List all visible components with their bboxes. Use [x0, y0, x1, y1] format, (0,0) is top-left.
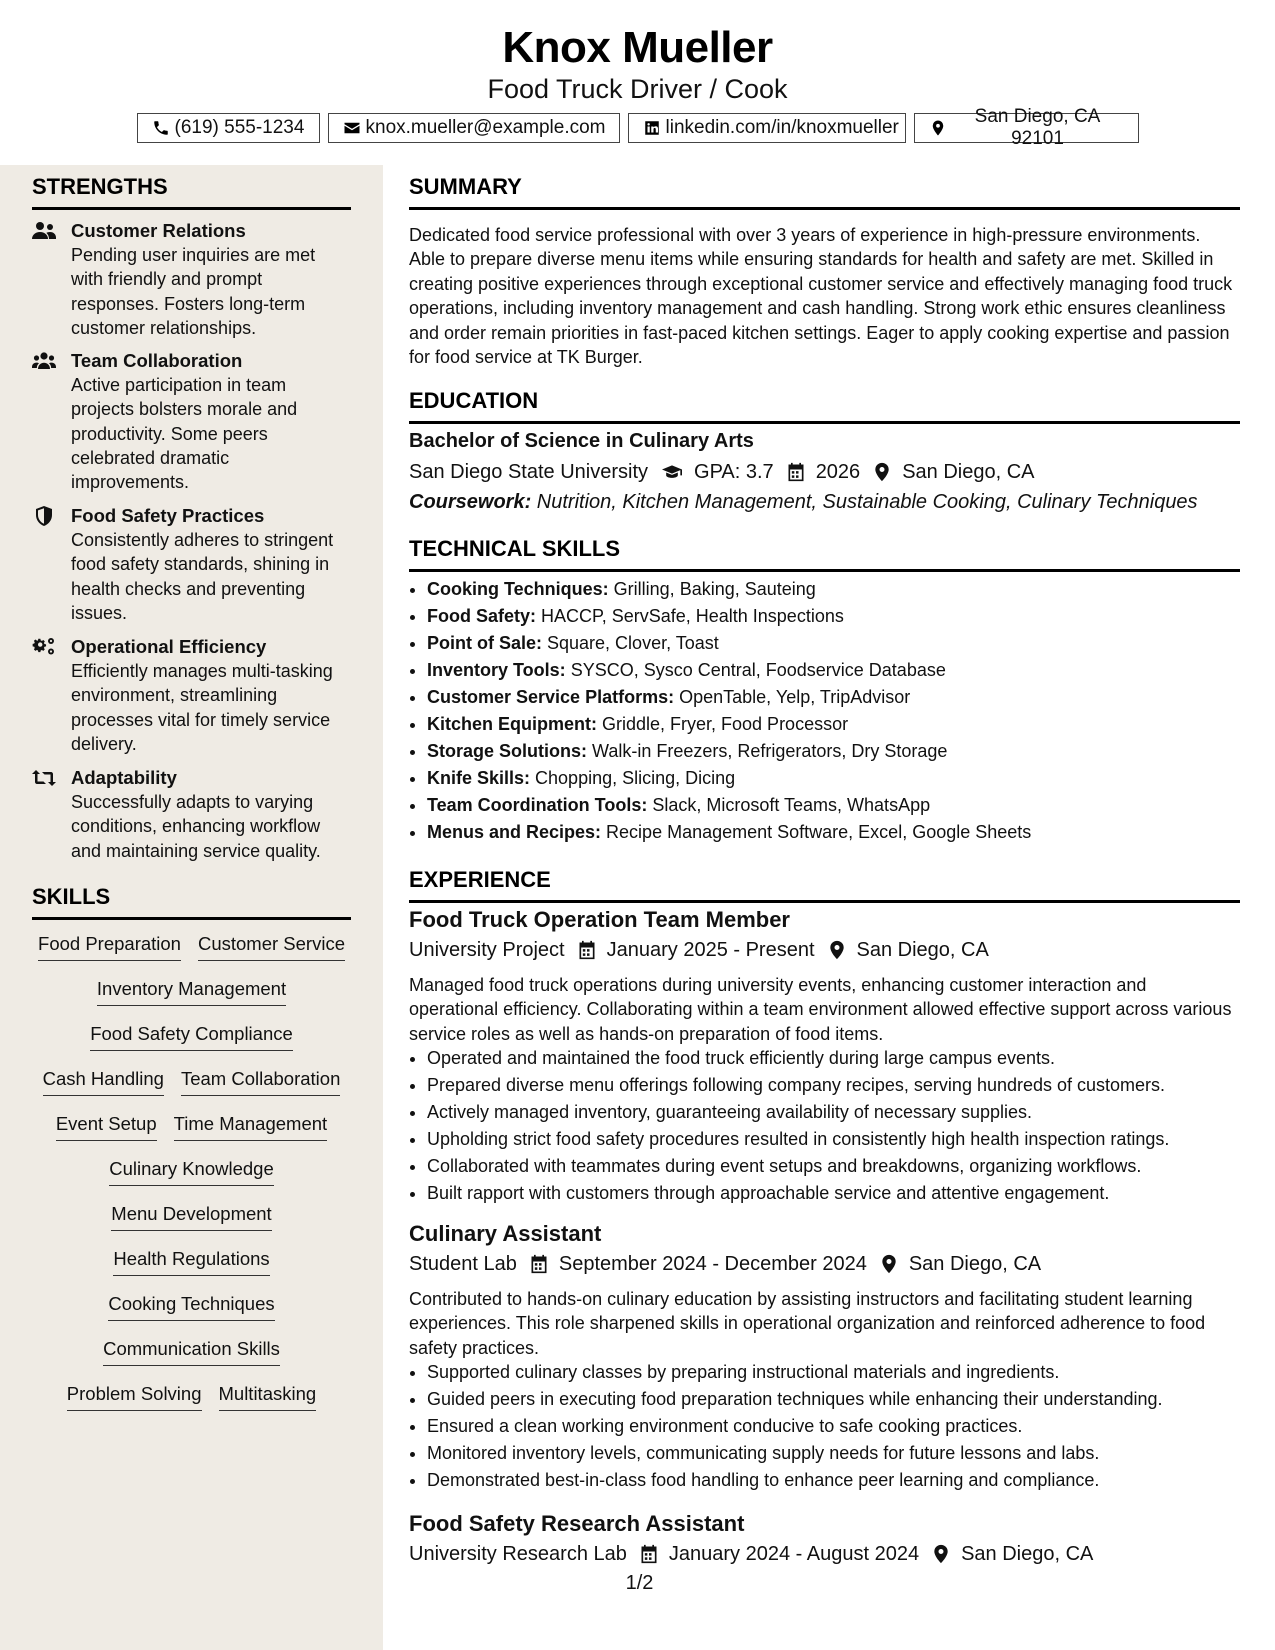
strength-item [32, 504, 352, 625]
job-meta [409, 1251, 1041, 1277]
summary-heading: SUMMARY [409, 173, 1240, 210]
skill-row [32, 1111, 351, 1141]
phone-text: (619) 555-1234 [174, 117, 305, 138]
gpa-text: GPA: 3.7 [694, 461, 774, 483]
skill-row [32, 1156, 351, 1186]
strength-item [32, 349, 352, 494]
degree-title: Bachelor of Science in Culinary Arts [409, 430, 754, 452]
resume-header [0, 0, 1275, 165]
job-bullets [409, 1359, 1258, 1494]
skills-heading: SKILLS [32, 883, 351, 920]
job-location: San Diego, CA [908, 1253, 1042, 1275]
main-column [409, 165, 1240, 1605]
skill-tag: Customer Service [198, 931, 345, 961]
job-organization: Student Lab [409, 1253, 517, 1275]
list-item: • Guided peers in executing food preparation techniques while enhancing their understanding. [427, 1386, 1258, 1413]
calendar-icon [529, 1254, 549, 1274]
users-icon [32, 221, 56, 241]
strength-description: Consistently adheres to stringent food safety standards, shining in health checks and preventing issues. [71, 530, 334, 623]
coursework [409, 489, 1198, 515]
list-item: • Menus and Recipes: Recipe Management Software, Excel, Google Sheets [427, 819, 1258, 846]
job-organization: University Project [409, 939, 565, 961]
list-item: • Team Coordination Tools: Slack, Microsoft Teams, WhatsApp [427, 792, 1258, 819]
graduation-cap-icon [660, 462, 684, 482]
job-description: Contributed to hands-on culinary education by assisting instructors and facilitating student learning experiences. This role sharpened skills in operational organization and reinforced adherence to food safety practices. [409, 1289, 1206, 1358]
skill-tag: Communication Skills [103, 1336, 280, 1366]
contact-phone[interactable] [137, 113, 320, 143]
education-meta [409, 459, 1034, 485]
skill-row [32, 1291, 351, 1321]
skill-row [32, 1246, 351, 1276]
technical-skills-list [409, 576, 1258, 846]
strength-title: Team Collaboration [71, 350, 243, 371]
skill-tag: Problem Solving [67, 1381, 202, 1411]
contact-bar [0, 106, 1275, 149]
strength-item [32, 219, 352, 340]
experience-heading: EXPERIENCE [409, 866, 1240, 903]
skill-tag: Food Preparation [38, 931, 181, 961]
education-heading: EDUCATION [409, 387, 1240, 424]
gears-icon [32, 637, 56, 657]
map-pin-icon [931, 1544, 951, 1564]
skill-tag: Food Safety Compliance [90, 1021, 293, 1051]
job-position-title: Food Safety Research Assistant [409, 1511, 745, 1536]
school-location: San Diego, CA [902, 461, 1035, 483]
list-item: • Point of Sale: Square, Clover, Toast [427, 630, 1258, 657]
skill-row [32, 1066, 351, 1096]
list-item: • Actively managed inventory, guaranteeing availability of necessary supplies. [427, 1099, 1258, 1126]
skill-tag: Menu Development [111, 1201, 271, 1231]
retweet-icon [32, 768, 56, 788]
skill-tag: Cash Handling [43, 1066, 164, 1096]
contact-location [914, 106, 1139, 149]
envelope-icon [343, 119, 361, 137]
list-item: • Ensured a clean working environment conducive to safe cooking practices. [427, 1413, 1258, 1440]
strength-item [32, 766, 352, 863]
job-location: San Diego, CA [856, 939, 989, 961]
map-pin-icon [879, 1254, 899, 1274]
strength-description: Active participation in team projects bolsters morale and productivity. Some peers celebrated dramatic improvements. [71, 375, 298, 493]
graduation-year: 2026 [815, 461, 861, 483]
list-item: • Operated and maintained the food truck efficiently during large campus events. [427, 1045, 1258, 1072]
contact-linkedin[interactable] [628, 113, 906, 143]
list-item: • Upholding strict food safety procedures resulted in consistently high health inspection ratings. [427, 1126, 1258, 1153]
list-item: • Storage Solutions: Walk-in Freezers, Refrigerators, Dry Storage [427, 738, 1258, 765]
list-item: • Collaborated with teammates during event setups and breakdowns, organizing workflows. [427, 1153, 1258, 1180]
job-bullets [409, 1045, 1258, 1207]
skill-tag: Event Setup [56, 1111, 157, 1141]
job-dates: September 2024 - December 2024 [558, 1253, 867, 1275]
strength-title: Food Safety Practices [71, 505, 265, 526]
location-text: San Diego, CA 92101 [974, 106, 1101, 149]
skill-tag: Inventory Management [97, 976, 286, 1006]
technical-skills-heading: TECHNICAL SKILLS [409, 535, 1240, 572]
email-text: knox.mueller@example.com [365, 117, 606, 138]
strengths-heading: STRENGTHS [32, 173, 351, 210]
strength-description: Efficiently manages multi-tasking environment, streamlining processes vital for timely service delivery. [71, 661, 333, 754]
job-meta [409, 1541, 1093, 1567]
team-icon [32, 351, 56, 371]
list-item: • Demonstrated best-in-class food handling to enhance peer learning and compliance. [427, 1467, 1258, 1494]
list-item: • Knife Skills: Chopping, Slicing, Dicing [427, 765, 1258, 792]
page-number: 1/2 [625, 1572, 654, 1594]
job-organization: University Research Lab [409, 1543, 627, 1565]
skill-row [32, 1021, 351, 1051]
summary-text: Dedicated food service professional with over 3 years of experience in high-pressure environments. Able to prepare diverse menu items while ensuring standards for health and safety are met. Skilled in creating positive experiences through exceptional customer service and effectively managing food truck operations, including inventory management and cash handling. Strong work ethic ensures cleanliness and order remain priorities in fast-paced kitchen settings. Eager to apply cooking expertise and passion for food service at TK Burger. [409, 225, 1233, 368]
map-pin-icon [929, 119, 947, 137]
skill-row [32, 1381, 351, 1411]
skill-tag: Cooking Techniques [108, 1291, 274, 1321]
job-position-title: Food Truck Operation Team Member [409, 907, 790, 932]
school-name: San Diego State University [409, 461, 649, 483]
strength-description: Successfully adapts to varying conditions, enhancing workflow and maintaining service quality. [71, 792, 321, 861]
list-item: • Inventory Tools: SYSCO, Sysco Central, Foodservice Database [427, 657, 1258, 684]
job-dates: January 2025 - Present [606, 939, 815, 961]
list-item: • Built rapport with customers through approachable service and attentive engagement. [427, 1180, 1258, 1207]
calendar-icon [577, 940, 597, 960]
coursework-label: Coursework: [409, 491, 532, 513]
strength-item [32, 635, 352, 756]
skill-row [32, 976, 351, 1006]
calendar-icon [786, 462, 806, 482]
strength-title: Customer Relations [71, 220, 246, 241]
strength-title: Adaptability [71, 767, 177, 788]
skill-tag: Health Regulations [113, 1246, 269, 1276]
map-pin-icon [827, 940, 847, 960]
skill-tag: Multitasking [219, 1381, 317, 1411]
skill-tag: Time Management [174, 1111, 328, 1141]
skill-row [32, 931, 351, 961]
list-item: • Customer Service Platforms: OpenTable, Yelp, TripAdvisor [427, 684, 1258, 711]
coursework-text: Nutrition, Kitchen Management, Sustainable Cooking, Culinary Techniques [531, 491, 1198, 513]
list-item: • Monitored inventory levels, communicating supply needs for future lessons and labs. [427, 1440, 1258, 1467]
list-item: • Prepared diverse menu offerings following company recipes, serving hundreds of customers. [427, 1072, 1258, 1099]
job-meta [409, 937, 989, 963]
job-dates: January 2024 - August 2024 [668, 1543, 920, 1565]
list-item: • Supported culinary classes by preparing instructional materials and ingredients. [427, 1359, 1258, 1386]
list-item: • Kitchen Equipment: Griddle, Fryer, Food Processor [427, 711, 1258, 738]
skill-row [32, 1201, 351, 1231]
calendar-icon [639, 1544, 659, 1564]
strength-title: Operational Efficiency [71, 636, 267, 657]
job-description: Managed food truck operations during university events, enhancing customer interaction and operational efficiency. Collaborating within a team environment allowed effective support across various service roles as well as hands-on preparation of food items. [409, 975, 1232, 1044]
linkedin-text: linkedin.com/in/knoxmueller [665, 117, 899, 138]
candidate-name: Knox Mueller [502, 23, 773, 72]
list-item: • Food Safety: HACCP, ServSafe, Health Inspections [427, 603, 1258, 630]
skill-tag: Team Collaboration [181, 1066, 340, 1096]
shield-icon [32, 506, 56, 526]
list-item: • Cooking Techniques: Grilling, Baking, Sauteing [427, 576, 1258, 603]
map-pin-icon [872, 462, 892, 482]
phone-icon [152, 119, 170, 137]
job-location: San Diego, CA [961, 1543, 1094, 1565]
job-position-title: Culinary Assistant [409, 1221, 602, 1246]
linkedin-icon [643, 119, 661, 137]
job-title: Food Truck Driver / Cook [487, 74, 788, 104]
skill-row [32, 1336, 351, 1366]
contact-email[interactable] [328, 113, 620, 143]
sidebar [0, 165, 383, 1650]
skill-tag: Culinary Knowledge [109, 1156, 274, 1186]
strength-description: Pending user inquiries are met with friendly and prompt responses. Fosters long-term customer relationships. [71, 245, 316, 338]
